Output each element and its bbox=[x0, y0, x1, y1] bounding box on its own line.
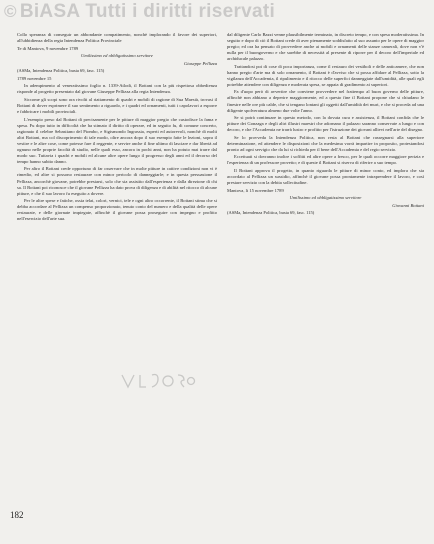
left-column bbox=[17, 32, 217, 517]
signature: Giovanni Bottani bbox=[392, 202, 424, 208]
body-paragraph: Trattandosi poi di cose di poca importanza, come il restauro dei vestiboli e delle anticamere, che non hanno pregio d'arte ma di solo ornamento, il Bottani è d'avviso che si possa affidare al Pellizza, sotto la vigilanza dell'Accademia, il ripulimento e il ritocco delle superfici danneggiate dall'umidità, alle quali egli potrebbe attendere con diligenza e moderata spesa, se appaia di gradimento ai superiori. bbox=[227, 63, 424, 87]
closing-formula: Umilissimo ed obbligatissimo servitore bbox=[81, 53, 153, 59]
body-paragraph: Siccome gli scopi sono ora rivolti al riattamento di quadri e mobili di ragione di Sua Maestà, trovasi il Bottani di dover esprimere il suo sentimento a riguardo, e i quadri ed ornamenti, tutti i capolavori a esporre e fabbricare i mobili provinciali. bbox=[17, 96, 217, 115]
body-paragraph: L'esempio preso dal Bottani di precisamente per le pitture di maggior pregio che custodisce la fama e spesa. Fu dopo tutto in difficoltà che ha stimato il diritto di operare, ed in seguito fu, di comune concerto, ragionato il celebre Sebastiano del Piombo, e Sigismondo Ingrassia, esperti ed autorevoli, nonchè di molti altri Bottani, ma col discoprimento di tale modo, oltre ancora dopo il suo esempio fatte le lezioni, sopra il vestire e le altre cose, come potesse fare il reggente, e servire anche il fine ultimo di lasciare e dar libertà ad ognuno nelle proprie facoltà di studio, nelle quali esso, ancora in pochi anni, non ha potuto mai trarre dal modo suo. Tuttavia i quadri e mobili ed alcune altre opere lungo il progresso degli anni ed il decorso del tempo hanno subito danno. bbox=[17, 116, 217, 164]
body-paragraph: Il Bottani approva il progetto, in quanto riguarda le pitture di minor conto, ed implora che sia accordato al Pellizza un sussidio, affinchè il giovane possa prontamente intraprendere il lavoro, e così prestare servizio con la debita sollecitudine. bbox=[227, 167, 424, 186]
body-paragraph: Se lo provveda la Intendenza Politica, non resta al Bottani che rassegnarsi alla superiore determinazione, ed attendere le disposizioni che la medesima vorrà impartire in proposito, protestandosi pronto ad ogni servigio che da lui si richieda per il bene dell'Accademia e del regio servizio. bbox=[227, 134, 424, 152]
body-paragraph: Fa d'uopo però di avvertire che conviene provvedere nel frattempo al buon governo delle pitture, affinchè non abbiano a deperire maggiormente, ed a questo fine il Bottani propone che si chiudano le finestre nelle ore più calde, che si tengano lontani gli oggetti dall'umidità dei muri, e che si proceda ad una diligente spolveratura almeno due volte l'anno. bbox=[227, 89, 424, 113]
opening-paragraph: Collo speranza di conseguir un abbondante compatimento, nonchè implorando il favore dei superiori, all'ubbidienza della regia Intendenza Politica Provinciale bbox=[17, 32, 217, 44]
body-paragraph: dal diligente Carlo Bazzi venne plausibilmente terminato, in discreto tempo, e con spesa moderatissima. In seguito e dopo di ciò il Bottani crede di aver pienamente soddisfatto al suo assunto per le opere di maggior pregio; ed ora ha pensato di provvedere anche ai mobili e ornamenti delle stanze camerali, dove non v'è nulla per il buongoverno e che sarebbe di necessità al presente di riporre per il decoro dell'imperiale ed archiducale palazzo. bbox=[227, 32, 424, 62]
body-paragraph: In adempimento al veneratissimo foglio n. 1339-Atlodi, il Bottani con la più rispettosa obbedienza risponde al progetto presentato dal giovane Giuseppe Pellizza alla regia Intendenza. bbox=[17, 83, 217, 95]
watermark-text: BiASA Tutti i diritti riservati bbox=[19, 1, 276, 22]
watermark bbox=[0, 0, 434, 24]
document-date: 1789 novembre 15 bbox=[17, 75, 52, 81]
body-paragraph: Se si potrà continuare in questo metodo, con la dovuta cura e assistenza, il Bottani confida che le pitture dei Gonzaga e degli altri illustri maestri che adornano il palazzo saranno conservate a lungo e con decoro, e che l'Accademia ne trarrà lustro e profitto per l'istruzione dei giovani allievi nell'arte del disegno. bbox=[227, 115, 424, 133]
place-date: Mantova, li 15 novembre 1789 bbox=[227, 187, 284, 193]
body-paragraph: Eccettuati si dovranno inoltre i soffitti ed altre opere a fresco, per le quali occorre maggiore perizia e l'esperienza di un professore provetto; e di queste il Bottani si riserva di riferire a suo tempo. bbox=[227, 154, 424, 166]
page-number: 182 bbox=[10, 510, 24, 520]
archive-source: (ASMa, Intendenza Politica, busta 69, fasc. 115) bbox=[17, 68, 105, 74]
archive-source: (ASMa, Intendenza Politica, busta 69, fasc. 115) bbox=[227, 210, 315, 216]
body-paragraph: Per le altre spese e fatiche, ossia telai, colori, vernici, tele e ogni altro occorrente, il Bottani stima che si debba accordare al Pellizza un compenso proporzionato, tenuto conto del numero e della qualità delle opere restaurate, e delle giornate impiegate, affinchè il giovane possa proseguire con impegno e profitto nell'esercizio dell'arte sua. bbox=[17, 198, 217, 222]
right-column bbox=[227, 32, 424, 517]
closing-formula: Umilissimo ed obbligatissimo servitore bbox=[289, 195, 362, 201]
body-paragraph: Per altro il Bottani crede opportuno di far osservare che in molte pitture in cattive condizioni non vi è rimedio, ed altre si possono restaurare con minor pericolo di danneggiarle; e in questa persuasione il Pellizza, ancorchè giovane, potrebbe prestarsi, solo che sia assistito dall'esperienza e dalla direzione di chi sa. Il Bottani poi riconosce che il giovane Pellizza ha dato prova di diligenza e di abilità nel ritocco di alcune pitture, e che il suo lavoro fu eseguito a dovere. bbox=[17, 166, 217, 196]
copyright-icon: © bbox=[4, 2, 17, 21]
signature: Giuseppe Pellizza bbox=[183, 60, 217, 66]
place-date: Te di Mantova, 9 novembre 1789 bbox=[17, 45, 79, 51]
